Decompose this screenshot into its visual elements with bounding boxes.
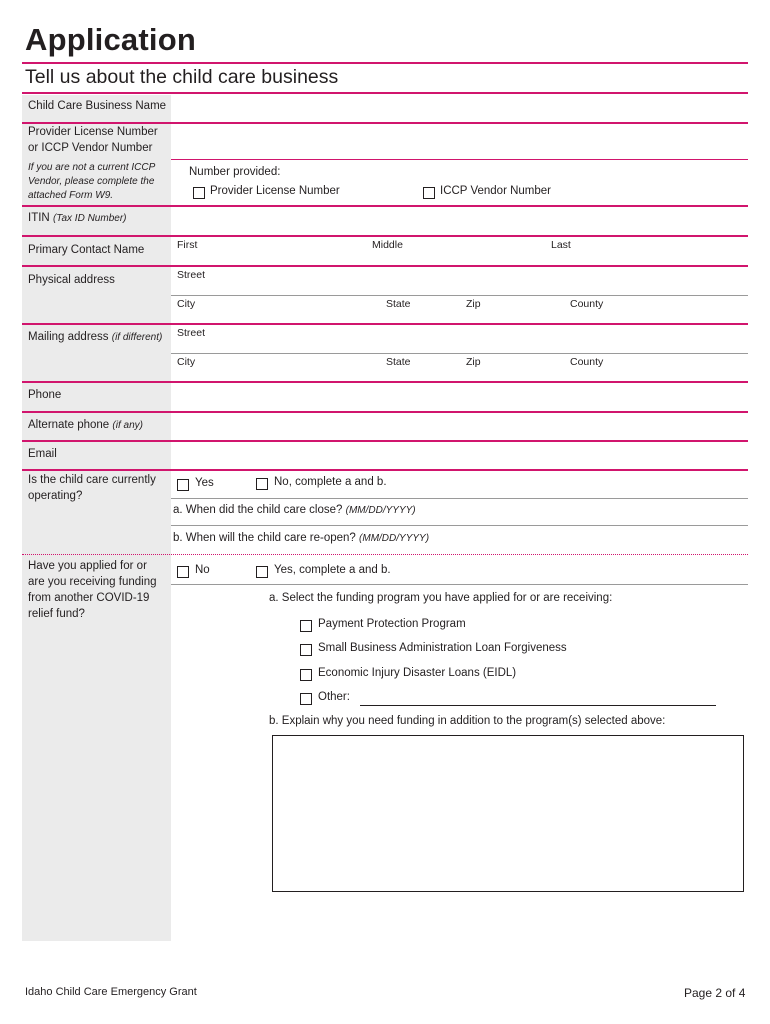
footer-page-number: Page 2 of 4 [684,986,746,1000]
sba-checkbox[interactable] [300,644,312,656]
email-field[interactable] [171,441,748,469]
close-date-question[interactable] [173,504,416,516]
divider [22,265,748,267]
operating-yes-checkbox[interactable] [177,479,189,491]
itin-label [28,210,126,227]
mailing-state-field[interactable]: State [386,356,411,368]
iccp-vendor-checkbox[interactable] [423,187,435,199]
select-program-question: a. Select the funding program you have applied for or are receiving: [269,592,613,604]
reopen-date-text: b. When will the child care re-open? [173,532,356,544]
divider [22,469,748,471]
mailing-street-field[interactable]: Street [177,327,206,339]
relief-yes-checkbox[interactable] [256,566,268,578]
primary-contact-label: Primary Contact Name [28,244,145,256]
iccp-vendor-option: ICCP Vendor Number [440,185,552,197]
provider-license-option: Provider License Number [210,185,340,197]
footer-grant-name: Idaho Child Care Emergency Grant [25,986,197,998]
divider [22,323,748,325]
physical-address-label: Physical address [28,274,115,286]
itin-note: (Tax ID Number) [52,213,127,224]
close-date-text: a. When did the child care close? [173,504,343,516]
operating-label: Is the child care currently operating? [28,474,156,502]
mailing-county-field[interactable]: County [570,356,604,368]
relief-yes-label: Yes, complete a and b. [274,564,391,576]
operating-yes-label: Yes [195,477,214,489]
email-label: Email [28,448,57,460]
business-name-field[interactable] [171,93,748,122]
other-checkbox[interactable] [300,693,312,705]
alt-phone-note: (if any) [112,420,143,431]
mailing-zip-field[interactable]: Zip [466,356,481,368]
divider [171,584,748,585]
license-number-field[interactable] [171,123,748,159]
alt-phone-field[interactable] [171,412,748,440]
physical-city-field[interactable]: City [177,298,196,310]
reopen-date-question[interactable] [173,532,429,544]
number-provided-label: Number provided: [189,166,281,178]
divider [22,62,748,64]
close-date-format: (MM/DD/YYYY) [345,505,416,516]
mailing-city-field[interactable]: City [177,356,196,368]
divider [171,295,748,296]
explain-question: b. Explain why you need funding in addition to the program(s) selected above: [269,715,666,727]
business-name-label: Child Care Business Name [28,100,167,112]
mailing-text: Mailing address [28,331,109,343]
alt-phone-label [28,417,143,434]
divider [171,353,748,354]
divider [171,498,748,499]
license-note: If you are not a current ICCP Vendor, please complete the attached Form W9. [28,162,155,201]
section-title: Tell us about the child care business [25,66,339,88]
explain-textarea[interactable] [272,735,744,892]
reopen-date-format: (MM/DD/YYYY) [359,533,430,544]
middle-name-field[interactable]: Middle [372,239,403,251]
dotted-divider [22,554,748,555]
alt-phone-text: Alternate phone [28,419,110,431]
ppp-checkbox[interactable] [300,620,312,632]
sba-label: Small Business Administration Loan Forgiveness [318,642,567,654]
mailing-address-label [28,329,162,346]
operating-no-checkbox[interactable] [256,478,268,490]
physical-zip-field[interactable]: Zip [466,298,481,310]
covid-relief-label: Have you applied for or are you receiving funding from another COVID-19 relief fund? [28,560,157,620]
mailing-note: (if different) [111,332,163,343]
eidl-checkbox[interactable] [300,669,312,681]
page-title: Application [25,22,196,57]
other-input-line[interactable] [360,705,716,706]
provider-license-checkbox[interactable] [193,187,205,199]
divider [171,159,748,160]
physical-county-field[interactable]: County [570,298,604,310]
divider [22,205,748,207]
itin-text: ITIN [28,212,50,224]
physical-state-field[interactable]: State [386,298,411,310]
relief-no-label: No [195,564,210,576]
ppp-label: Payment Protection Program [318,618,466,630]
relief-no-checkbox[interactable] [177,566,189,578]
phone-field[interactable] [171,382,748,411]
last-name-field[interactable]: Last [551,239,571,251]
eidl-label: Economic Injury Disaster Loans (EIDL) [318,667,517,679]
physical-street-field[interactable]: Street [177,269,206,281]
first-name-field[interactable]: First [177,239,198,251]
phone-label: Phone [28,389,62,401]
operating-no-label: No, complete a and b. [274,476,387,488]
divider [171,525,748,526]
license-label: Provider License Number or ICCP Vendor Number [28,126,158,154]
divider [22,235,748,237]
other-label: Other: [318,691,350,703]
